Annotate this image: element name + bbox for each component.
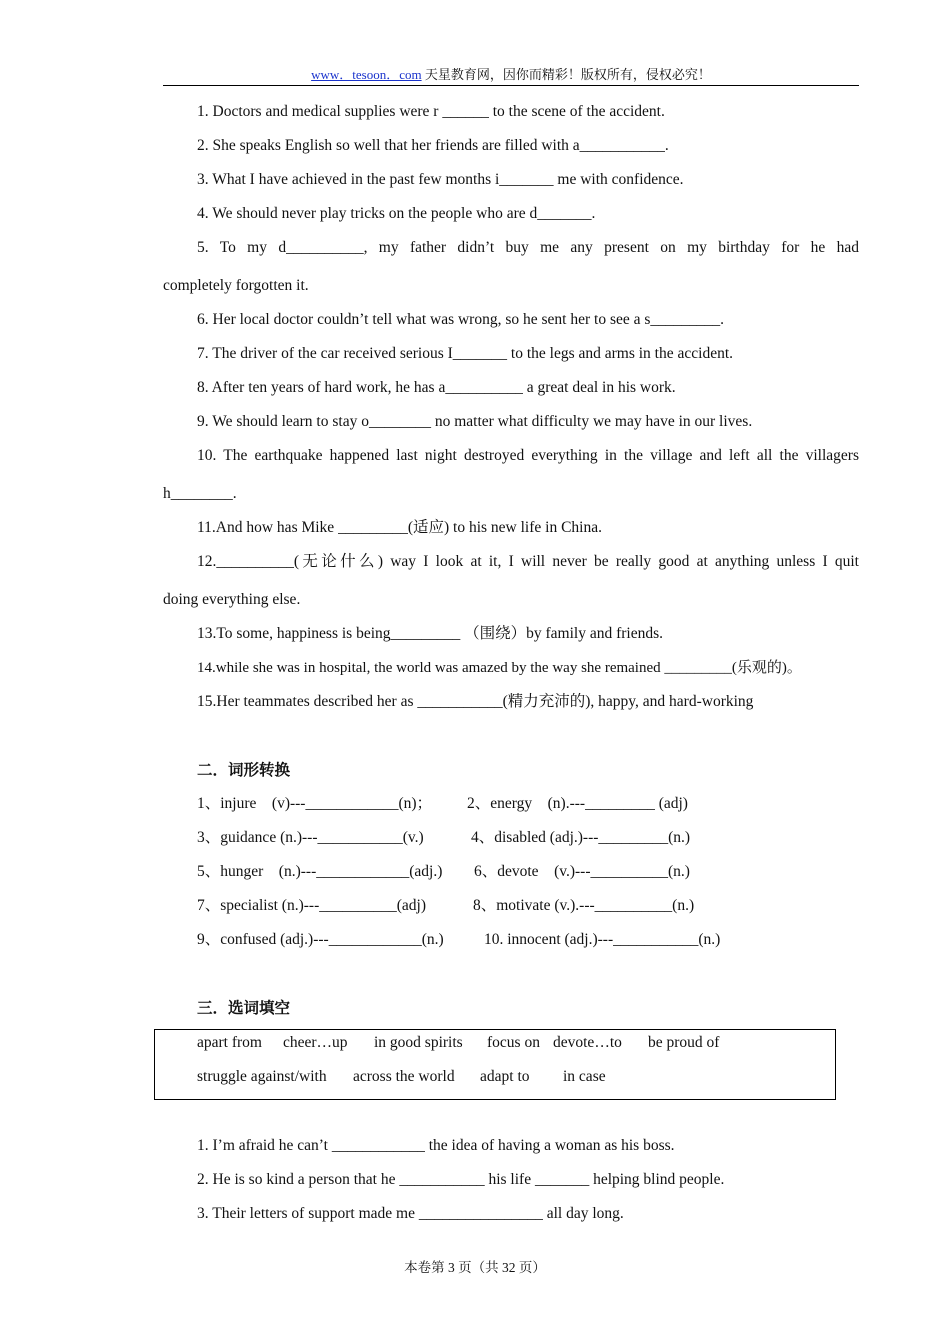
- word-form-6: 6、devote (v.)---__________(n.): [474, 863, 690, 880]
- exercise-item-12-cont: doing everything else.: [163, 591, 301, 608]
- section3-title: 三．选词填空: [197, 999, 291, 1017]
- exercise-item-6: 6. Her local doctor couldn’t tell what was wrong, so he sent her to see a s_________.: [197, 311, 725, 328]
- exercise-item-10-cont: h________.: [163, 485, 237, 502]
- word-bank-option: apart from: [197, 1034, 262, 1051]
- word-form-7: 7、specialist (n.)---__________(adj): [197, 897, 426, 914]
- exercise-item-14: 14.while she was in hospital, the world was amazed by the way she remained _________(乐观的)。: [197, 660, 802, 676]
- word-bank-option: in good spirits: [374, 1034, 463, 1051]
- word-bank-option: across the world: [353, 1068, 455, 1085]
- word-form-2: 2、energy (n).---_________ (adj): [467, 795, 688, 812]
- exercise-item-2: 2. She speaks English so well that her friends are filled with a___________.: [197, 137, 669, 154]
- site-link[interactable]: www．tesoon．com: [311, 67, 422, 82]
- word-form-5: 5、hunger (n.)---____________(adj.): [197, 863, 443, 880]
- exercise-item-13: 13.To some, happiness is being_________ （围绕）by family and friends.: [197, 625, 664, 642]
- exercise-item-12: 12.__________(无论什么) way I look at it, I will never be really good at anything unless I quit: [197, 553, 859, 570]
- header-slogan: 天星教育网，因你而精彩！版权所有，侵权必究！: [424, 67, 711, 82]
- word-bank-option: struggle against/with: [197, 1068, 327, 1085]
- word-form-8: 8、motivate (v.).---__________(n.): [473, 897, 695, 914]
- word-bank-option: adapt to: [480, 1068, 530, 1085]
- word-bank-option: cheer…up: [283, 1034, 348, 1051]
- exercise-item-7: 7. The driver of the car received serious I_______ to the legs and arms in the accident.: [197, 345, 733, 362]
- word-form-9: 9、confused (adj.)---____________(n.): [197, 931, 444, 948]
- word-bank-option: focus on: [487, 1034, 540, 1051]
- exercise-item-15: 15.Her teammates described her as ___________(精力充沛的), happy, and hard-working: [197, 693, 754, 710]
- header-rule: [163, 85, 859, 86]
- word-bank-option: be proud of: [648, 1034, 720, 1051]
- exercise-item-3: 3. What I have achieved in the past few months i_______ me with confidence.: [197, 171, 684, 188]
- word-bank-option: in case: [563, 1068, 606, 1085]
- exercise-item-1: 1. Doctors and medical supplies were r ______ to the scene of the accident.: [197, 103, 665, 120]
- word-form-10: 10. innocent (adj.)---___________(n.): [484, 931, 721, 948]
- exercise-item-10: 10. The earthquake happened last night destroyed everything in the village and left all the villagers: [197, 447, 859, 464]
- word-form-3: 3、guidance (n.)---___________(v.): [197, 829, 424, 846]
- section2-title: 二．词形转换: [197, 761, 291, 779]
- fill-item-1: 1. I’m afraid he can’t ____________ the idea of having a woman as his boss.: [197, 1137, 675, 1154]
- exercise-item-5: 5. To my d__________, my father didn’t buy me any present on my birthday for he had: [197, 239, 859, 256]
- exercise-item-4: 4. We should never play tricks on the people who are d_______.: [197, 205, 596, 222]
- word-form-1: 1、injure (v)---____________(n)；: [197, 795, 433, 812]
- word-bank-option: devote…to: [553, 1034, 622, 1051]
- word-form-4: 4、disabled (adj.)---_________(n.): [471, 829, 691, 846]
- exercise-item-8: 8. After ten years of hard work, he has a__________ a great deal in his work.: [197, 379, 676, 396]
- page-header: [163, 66, 859, 84]
- page-footer: 本卷第 3 页（共 32 页）: [404, 1260, 546, 1275]
- exercise-item-9: 9. We should learn to stay o________ no matter what difficulty we may have in our lives.: [197, 413, 753, 430]
- fill-item-3: 3. Their letters of support made me ________________ all day long.: [197, 1205, 624, 1222]
- exercise-item-11: 11.And how has Mike _________(适应) to his new life in China.: [197, 519, 602, 536]
- fill-item-2: 2. He is so kind a person that he ___________ his life _______ helping blind people.: [197, 1171, 725, 1188]
- exercise-item-5-cont: completely forgotten it.: [163, 277, 309, 294]
